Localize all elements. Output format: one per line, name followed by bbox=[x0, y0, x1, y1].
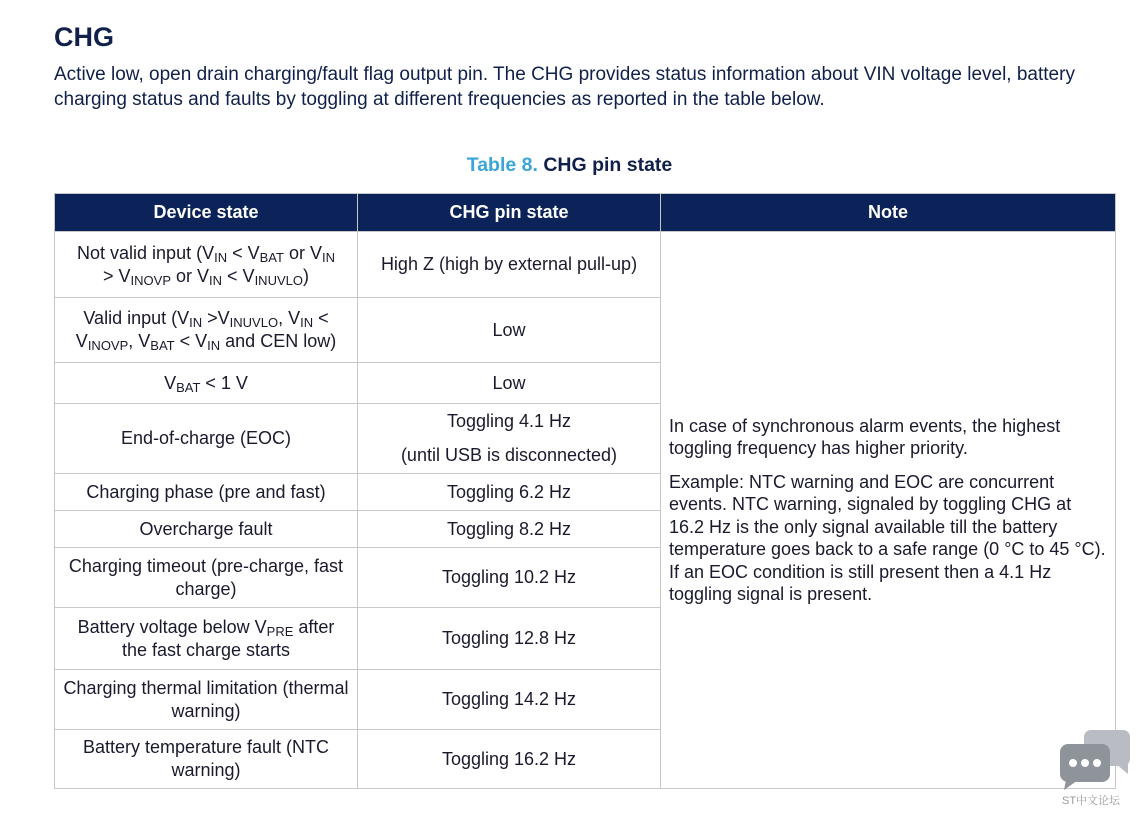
pin-state-cell: Toggling 12.8 Hz bbox=[358, 608, 661, 670]
pin-state-note-line: (until USB is disconnected) bbox=[400, 445, 618, 465]
pin-state-line: Toggling 4.1 Hz bbox=[446, 411, 572, 431]
device-state-cell: Not valid input ($V_{IN} < V_{BAT}$ or $V_{IN}$ > $V_{INOVP}$ or $V_{IN} < V_{INUVLO}$) bbox=[55, 232, 358, 298]
device-state-cell: Overcharge fault bbox=[55, 511, 358, 548]
pin-state-cell: High Z (high by external pull-up) bbox=[358, 232, 661, 298]
note-cell bbox=[661, 232, 1116, 789]
pin-state-cell: Low bbox=[358, 298, 661, 363]
header-note: Note bbox=[661, 194, 1116, 232]
chg-pin-state-table bbox=[54, 193, 1116, 789]
section-intro: Active low, open drain charging/fault flag output pin. The CHG provides status information about VIN voltage level, battery charging status and faults by toggling at different frequencies as reported in the table below. bbox=[54, 64, 1075, 110]
header-device-state: Device state bbox=[55, 194, 358, 232]
note-example-text: Example: NTC warning and EOC are concurrent events. NTC warning, signaled by toggling CHG at 16.2 Hz is the only signal available till the battery temperature goes back to a safe range (0 °C to 45 °C). If an EOC condition is still present then a 4.1 Hz toggling signal is present. bbox=[669, 471, 1106, 604]
device-state-cell: Charging thermal limitation (thermal warning) bbox=[55, 670, 358, 730]
pin-state-cell: Toggling 8.2 Hz bbox=[358, 511, 661, 548]
table-row bbox=[55, 232, 1116, 298]
device-state-cell: Battery voltage below $V_{PRE}$ after the fast charge starts bbox=[55, 608, 358, 670]
header-chg-pin-state: CHG pin state bbox=[358, 194, 661, 232]
device-state-cell: Valid input ($V_{IN} >V_{INUVLO}$, $V_{IN}$ < $V_{INOVP}$, $V_{BAT} < V_{IN}$ and CEN low) bbox=[55, 298, 358, 363]
pin-state-cell: Toggling 10.2 Hz bbox=[358, 548, 661, 608]
table-caption bbox=[0, 154, 1139, 177]
device-state-cell: Charging timeout (pre-charge, fast charge) bbox=[55, 548, 358, 608]
note-priority-text: In case of synchronous alarm events, the highest toggling frequency has higher priority. bbox=[669, 415, 1061, 458]
pin-state-cell: Toggling 6.2 Hz bbox=[358, 474, 661, 511]
pin-state-cell: Toggling 14.2 Hz bbox=[358, 670, 661, 730]
watermark-text: ST中文论坛 bbox=[1062, 795, 1121, 807]
pin-state-cell: Toggling 16.2 Hz bbox=[358, 730, 661, 789]
device-state-cell: End-of-charge (EOC) bbox=[55, 404, 358, 474]
table-number: Table 8. bbox=[466, 154, 538, 176]
table-title: CHG pin state bbox=[543, 154, 673, 176]
pin-state-cell bbox=[358, 404, 661, 474]
section-title: CHG bbox=[54, 22, 114, 52]
device-state-cell: Charging phase (pre and fast) bbox=[55, 474, 358, 511]
device-state-cell: Battery temperature fault (NTC warning) bbox=[55, 730, 358, 789]
pin-state-cell: Low bbox=[358, 363, 661, 404]
table-header-row bbox=[55, 194, 1116, 232]
device-state-cell: $V_{BAT} < 1$ V bbox=[55, 363, 358, 404]
